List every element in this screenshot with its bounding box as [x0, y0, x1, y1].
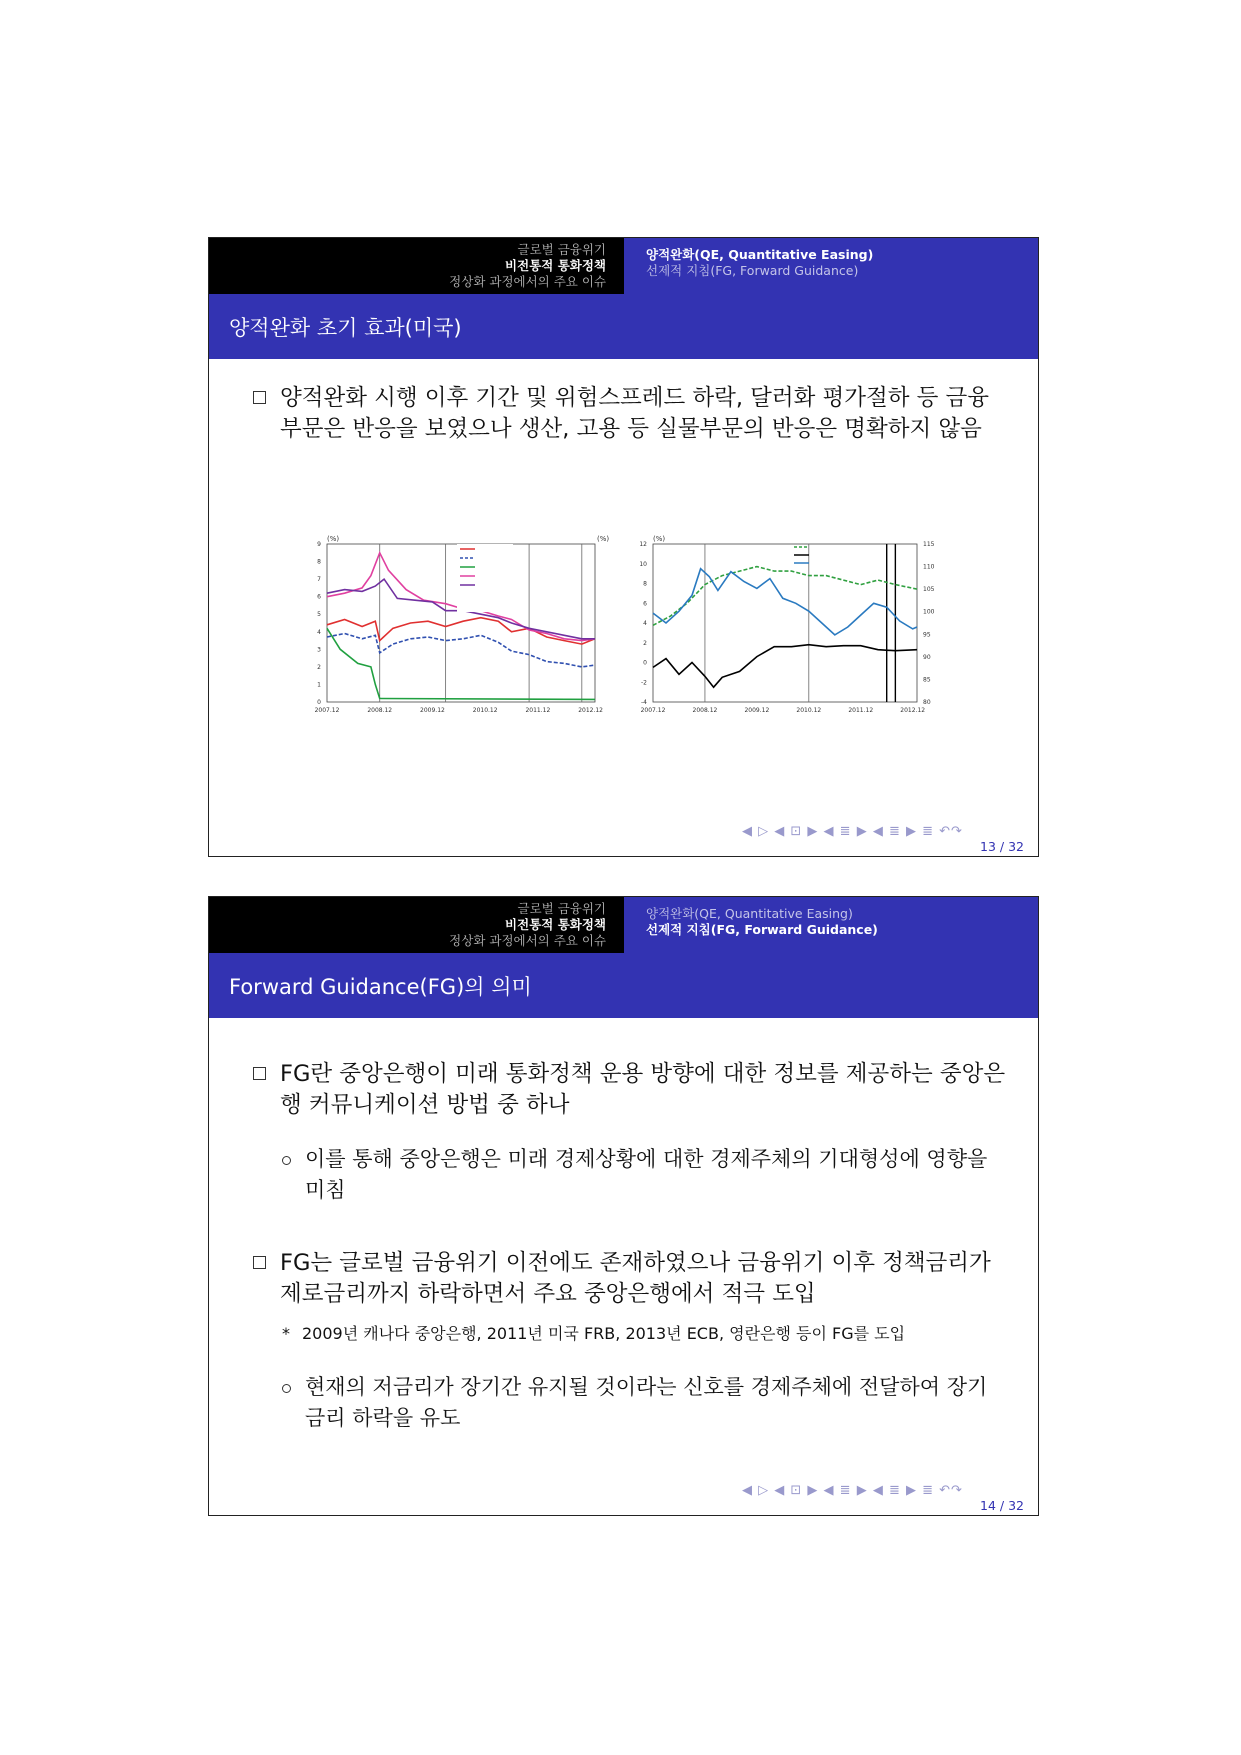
chart2-ytick-label: 8 [643, 580, 647, 588]
chart2-ylabel: (%) [653, 535, 666, 543]
chart-dollar-index-growth [629, 530, 949, 715]
slide-title: Forward Guidance(FG)의 의미 [209, 953, 1038, 1018]
chart1-ylabel-right: (%) [597, 535, 610, 543]
sub-bullet-text: 현재의 저금리가 장기간 유지될 것이라는 신호를 경제주체에 전달하여 장기금리 하락을 유도 [305, 1375, 988, 1430]
chart2-ytick-label: 10 [639, 560, 647, 568]
section-nav-item-normalization[interactable]: 정상화 과정에서의 주요 이슈 [449, 274, 606, 289]
sub-bullet-item [282, 1372, 988, 1434]
subsection-nav [624, 238, 1038, 294]
chart1-xtick-label: 2010.12 [472, 707, 498, 714]
chart1-ytick-label: 8 [317, 558, 321, 566]
subsection-nav-item-fg[interactable]: 선제적 지침(FG, Forward Guidance) [646, 922, 878, 937]
chart2-y2tick-label: 80 [923, 699, 931, 706]
section-nav-item-unconventional[interactable]: 비전통적 통화정책 [505, 258, 606, 273]
chart2-series-line-3 [653, 569, 917, 635]
asterisk-mark: * [282, 1324, 290, 1343]
slide-title: 양적완화 초기 효과(미국) [209, 294, 1038, 359]
chart1-ytick-label: 3 [317, 646, 321, 654]
chart1-ytick-label: 4 [317, 628, 321, 636]
section-nav-item-normalization[interactable]: 정상화 과정에서의 주요 이슈 [449, 933, 606, 948]
footnote [282, 1324, 905, 1344]
slide-header [209, 238, 1038, 294]
chart2-xtick-label: 2011.12 [848, 707, 874, 714]
section-nav-item-unconventional[interactable]: 비전통적 통화정책 [505, 917, 606, 932]
chart2-y2tick-label: 110 [923, 563, 935, 571]
sub-bullet-item [282, 1144, 988, 1206]
chart1-xtick-label: 2012.12 [578, 707, 604, 714]
footnote-text: 2009년 캐나다 중앙은행, 2011년 미국 FRB, 2013년 ECB, 영란은행 등이 FG를 도입 [302, 1324, 906, 1343]
square-bullet-icon [253, 391, 266, 404]
chart2-xtick-label: 2010.12 [796, 707, 822, 714]
chart2-xtick-label: 2009.12 [744, 707, 770, 714]
chart2-series-line-1 [653, 567, 917, 626]
chart2-ytick-label: 2 [643, 639, 647, 647]
chart2-ytick-label: -4 [641, 699, 647, 706]
chart2-legend [794, 547, 809, 563]
chart1-xtick-label: 2007.12 [314, 707, 340, 714]
chart2-ytick-label: 0 [643, 659, 647, 667]
chart1-ytick-label: 2 [317, 663, 321, 671]
chart1-xtick-label: 2008.12 [367, 707, 393, 714]
bullet-text: FG란 중앙은행이 미래 통화정책 운용 방향에 대한 정보를 제공하는 중앙은행 커뮤니케이션 방법 중 하나 [280, 1061, 1006, 1118]
chart2-xtick-label: 2007.12 [640, 707, 666, 714]
beamer-navigation[interactable]: ◀ ▷ ◀ ⊡ ▶ ◀ ≣ ▶ ◀ ≣ ▶ ≣ ↶↷ [742, 824, 963, 839]
chart2-y2tick-label: 85 [923, 676, 931, 684]
chart1-ytick-label: 5 [317, 611, 321, 619]
chart2-frame [653, 544, 917, 702]
slide-13 [208, 237, 1039, 857]
chart2-series-line-2 [653, 645, 917, 688]
chart1-series-line-1 [327, 618, 595, 644]
chart1-ylabel: (%) [327, 535, 340, 543]
chart1-legend [457, 544, 513, 612]
bullet-item [253, 1248, 1008, 1310]
subsection-nav-item-qe[interactable]: 양적완화(QE, Quantitative Easing) [646, 906, 853, 921]
bullet-item [253, 383, 1008, 445]
chart2-ytick-label: 12 [639, 541, 647, 548]
chart2-y2tick-label: 90 [923, 653, 931, 661]
circle-bullet-icon [282, 1384, 291, 1393]
slide-14 [208, 896, 1039, 1516]
chart2-y2tick-label: 105 [923, 586, 935, 594]
chart1-ytick-label: 6 [317, 593, 321, 601]
chart1-xtick-label: 2011.12 [525, 707, 551, 714]
subsection-nav-item-fg[interactable]: 선제적 지침(FG, Forward Guidance) [646, 263, 859, 278]
bullet-item [253, 1059, 1008, 1121]
chart1-xtick-label: 2009.12 [420, 707, 445, 714]
circle-bullet-icon [282, 1156, 291, 1165]
section-nav-item-crisis[interactable]: 글로벌 금융위기 [517, 242, 606, 257]
chart1-ytick-label: 7 [317, 576, 321, 584]
chart1-ytick-label: 9 [317, 541, 321, 548]
sub-bullet-text: 이를 통해 중앙은행은 미래 경제상황에 대한 경제주체의 기대형성에 영향을 미침 [305, 1147, 988, 1202]
chart2-y2tick-label: 115 [923, 541, 935, 548]
section-nav-item-crisis[interactable]: 글로벌 금융위기 [517, 901, 606, 916]
page-number: 14 / 32 [980, 1498, 1024, 1513]
chart2-xtick-label: 2008.12 [692, 707, 718, 714]
subsection-nav [624, 897, 1038, 953]
chart2-y2tick-label: 100 [923, 608, 935, 616]
chart2-y2tick-label: 95 [923, 631, 931, 639]
section-nav [209, 897, 624, 953]
bullet-text: 양적완화 시행 이후 기간 및 위험스프레드 하락, 달러화 평가절하 등 금융부문은 반응을 보였으나 생산, 고용 등 실물부문의 반응은 명확하지 않음 [280, 385, 989, 442]
chart2-ytick-label: 6 [643, 600, 647, 608]
beamer-navigation[interactable]: ◀ ▷ ◀ ⊡ ▶ ◀ ≣ ▶ ◀ ≣ ▶ ≣ ↶↷ [742, 1483, 963, 1498]
chart1-ytick-label: 1 [317, 681, 321, 689]
section-nav [209, 238, 624, 294]
chart-interest-rates [305, 530, 625, 715]
chart2-ytick-label: 4 [643, 620, 647, 627]
square-bullet-icon [253, 1067, 266, 1080]
square-bullet-icon [253, 1256, 266, 1269]
chart2-ytick-label: -2 [641, 679, 647, 687]
chart2-xtick-label: 2012.12 [900, 707, 926, 714]
bullet-text: FG는 글로벌 금융위기 이전에도 존재하였으나 금융위기 이후 정책금리가 제로금리까지 하락하면서 주요 중앙은행에서 적극 도입 [280, 1250, 991, 1307]
subsection-nav-item-qe[interactable]: 양적완화(QE, Quantitative Easing) [646, 247, 874, 262]
page-number: 13 / 32 [980, 839, 1024, 854]
slide-header [209, 897, 1038, 953]
chart1-ytick-label: 0 [317, 699, 321, 706]
